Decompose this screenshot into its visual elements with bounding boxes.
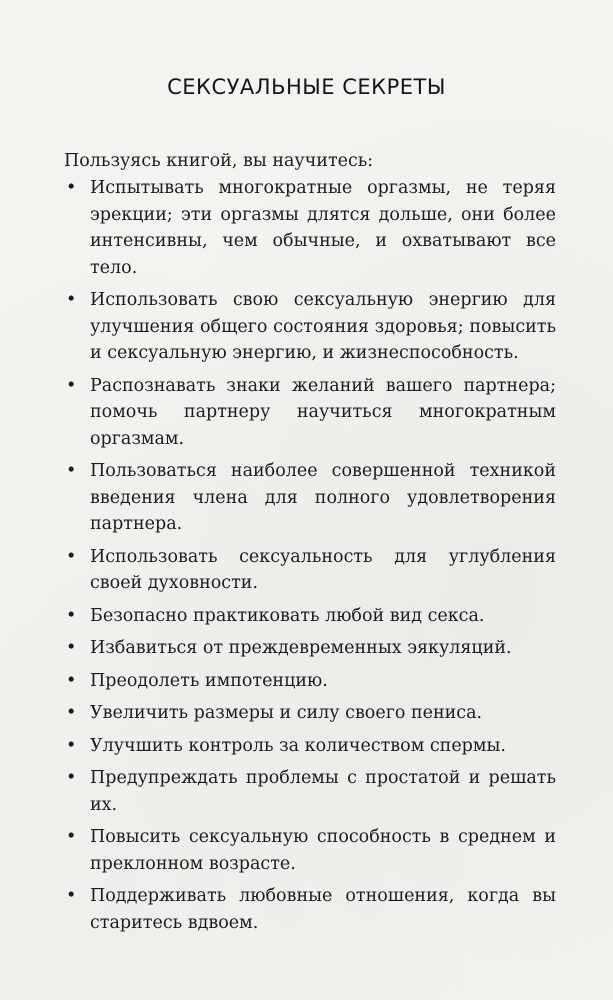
bullet-icon: •	[66, 735, 77, 756]
list-item	[64, 544, 556, 597]
bullet-icon: •	[66, 605, 77, 626]
bullet-icon: •	[66, 670, 77, 691]
list-item-text: Предупреждать проблемы с простатой и решать их.	[90, 768, 556, 815]
list-item	[64, 700, 556, 727]
bullet-icon: •	[66, 827, 77, 847]
list-item	[64, 175, 556, 281]
bullet-icon: •	[66, 886, 77, 906]
bullet-icon: •	[66, 703, 77, 723]
bullet-icon: •	[66, 546, 77, 567]
list-item	[64, 733, 556, 760]
bullet-icon: •	[66, 638, 77, 658]
list-item	[64, 287, 556, 367]
list-item-text: Улучшить контроль за количеством спермы.	[90, 735, 506, 756]
bullet-icon: •	[66, 461, 77, 481]
list-item	[64, 824, 556, 877]
list-item	[64, 603, 556, 630]
intro-text: Пользуясь книгой, вы научитесь:	[64, 151, 374, 171]
list-item-text: Избавиться от преждевременных эякуляций.	[90, 638, 512, 658]
list-item-text: Преодолеть импотенцию.	[90, 670, 328, 691]
list-item-text: Использовать сексуальность для углубления своей духовности.	[90, 546, 556, 593]
list-item-text: Распознавать знаки желаний вашего партнера; помочь партнеру научиться многократным оргазмам.	[90, 375, 556, 449]
list-item	[64, 373, 556, 453]
list-item-text: Пользоваться наиболее совершенной техникой введения члена для полного удовлетворения партнера.	[90, 461, 556, 534]
list-item-text: Увеличить размеры и силу своего пениса.	[90, 703, 483, 723]
list-item	[64, 668, 556, 695]
list-item-text: Поддерживать любовные отношения, когда вы старитесь вдвоем.	[90, 886, 556, 933]
list-item	[64, 635, 556, 662]
page-title: СЕКСУАЛЬНЫЕ СЕКРЕТЫ	[167, 75, 446, 99]
list-item	[64, 458, 556, 538]
bullet-icon: •	[66, 290, 77, 310]
list-item-text: Использовать свою сексуальную энергию для улучшения общего состояния здоровья; повысить и сексуальную энергию, и жизнеспособность.	[90, 290, 556, 363]
list-item-text: Испытывать многократные оргазмы, не теряя эрекции; эти оргазмы длятся дольше, они более интенсивны, чем обычные, и охватывают все тело.	[90, 178, 556, 278]
list-item	[64, 883, 556, 936]
bullet-icon: •	[66, 375, 77, 396]
list-item	[64, 765, 556, 818]
list-item-text: Повысить сексуальную способность в среднем и преклонном возрасте.	[90, 827, 556, 874]
bullet-icon: •	[66, 768, 77, 788]
list-item-text: Безопасно практиковать любой вид секса.	[90, 605, 485, 626]
secrets-list	[64, 175, 556, 942]
bullet-icon: •	[66, 178, 77, 198]
